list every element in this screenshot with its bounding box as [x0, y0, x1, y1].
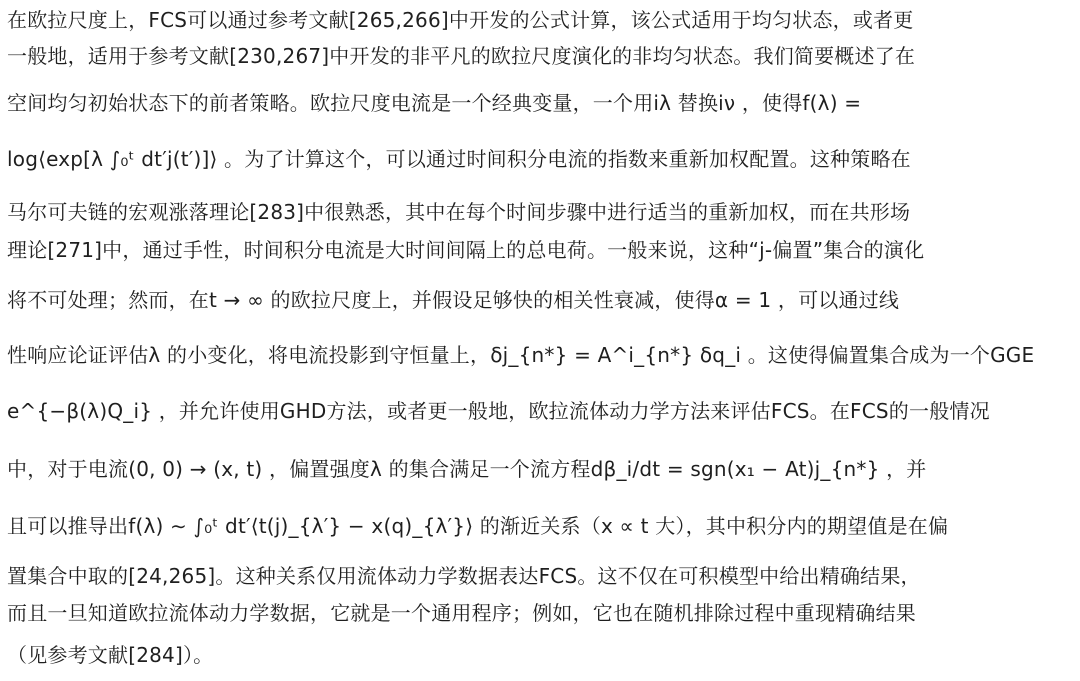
text-line-7: 将不可处理；然而，在t → ∞ 的欧拉尺度上，并假设足够快的相关性衰减，使得α = 1 ，可以通过线: [7, 288, 900, 312]
text-line-9: e^{−β(λ)Q_i} ，并允许使用GHD方法，或者更一般地，欧拉流体动力学方法来评估FCS。在FCS的一般情况: [7, 399, 990, 423]
text-line-1: 在欧拉尺度上，FCS可以通过参考文献[265,266]中开发的公式计算，该公式适用于均匀状态，或者更: [7, 8, 914, 32]
text-line-8: 性响应论证评估λ 的小变化，将电流投影到守恒量上，δj_{n*} = A^i_{n*} δq_i 。这使得偏置集合成为一个GGE: [7, 343, 1035, 367]
text-line-10: 中，对于电流(0, 0) → (x, t) ，偏置强度λ 的集合满足一个流方程dβ_i/dt = sgn(x₁ − At)j_{n*} ，并: [7, 457, 927, 481]
text-line-3: 空间均匀初始状态下的前者策略。欧拉尺度电流是一个经典变量，一个用iλ 替换iν ，使得f(λ) =: [7, 91, 862, 115]
text-line-6: 理论[271]中，通过手性，时间积分电流是大时间间隔上的总电荷。一般来说，这种“j-偏置”集合的演化: [7, 238, 925, 262]
text-line-4: log⟨exp[λ ∫₀ᵗ dt′j(t′)]⟩ 。为了计算这个，可以通过时间积分电流的指数来重新加权配置。这种策略在: [7, 147, 911, 171]
text-line-13: 而且一旦知道欧拉流体动力学数据，它就是一个通用程序；例如，它也在随机排除过程中重现精确结果: [7, 601, 916, 625]
text-line-5: 马尔可夫链的宏观涨落理论[283]中很熟悉，其中在每个时间步骤中进行适当的重新加权，而在共形场: [7, 200, 911, 224]
text-line-12: 置集合中取的[24,265]。这种关系仅用流体动力学数据表达FCS。这不仅在可积模型中给出精确结果，: [7, 564, 921, 588]
text-line-2: 一般地，适用于参考文献[230,267]中开发的非平凡的欧拉尺度演化的非均匀状态。我们简要概述了在: [7, 44, 916, 68]
text-line-11: 且可以推导出f(λ) ∼ ∫₀ᵗ dt′⟨t(j)_{λ′} − x(q)_{λ′}⟩ 的渐近关系（x ∝ t 大），其中积分内的期望值是在偏: [7, 514, 949, 538]
text-line-14: （见参考文献[284]）。: [7, 643, 214, 667]
